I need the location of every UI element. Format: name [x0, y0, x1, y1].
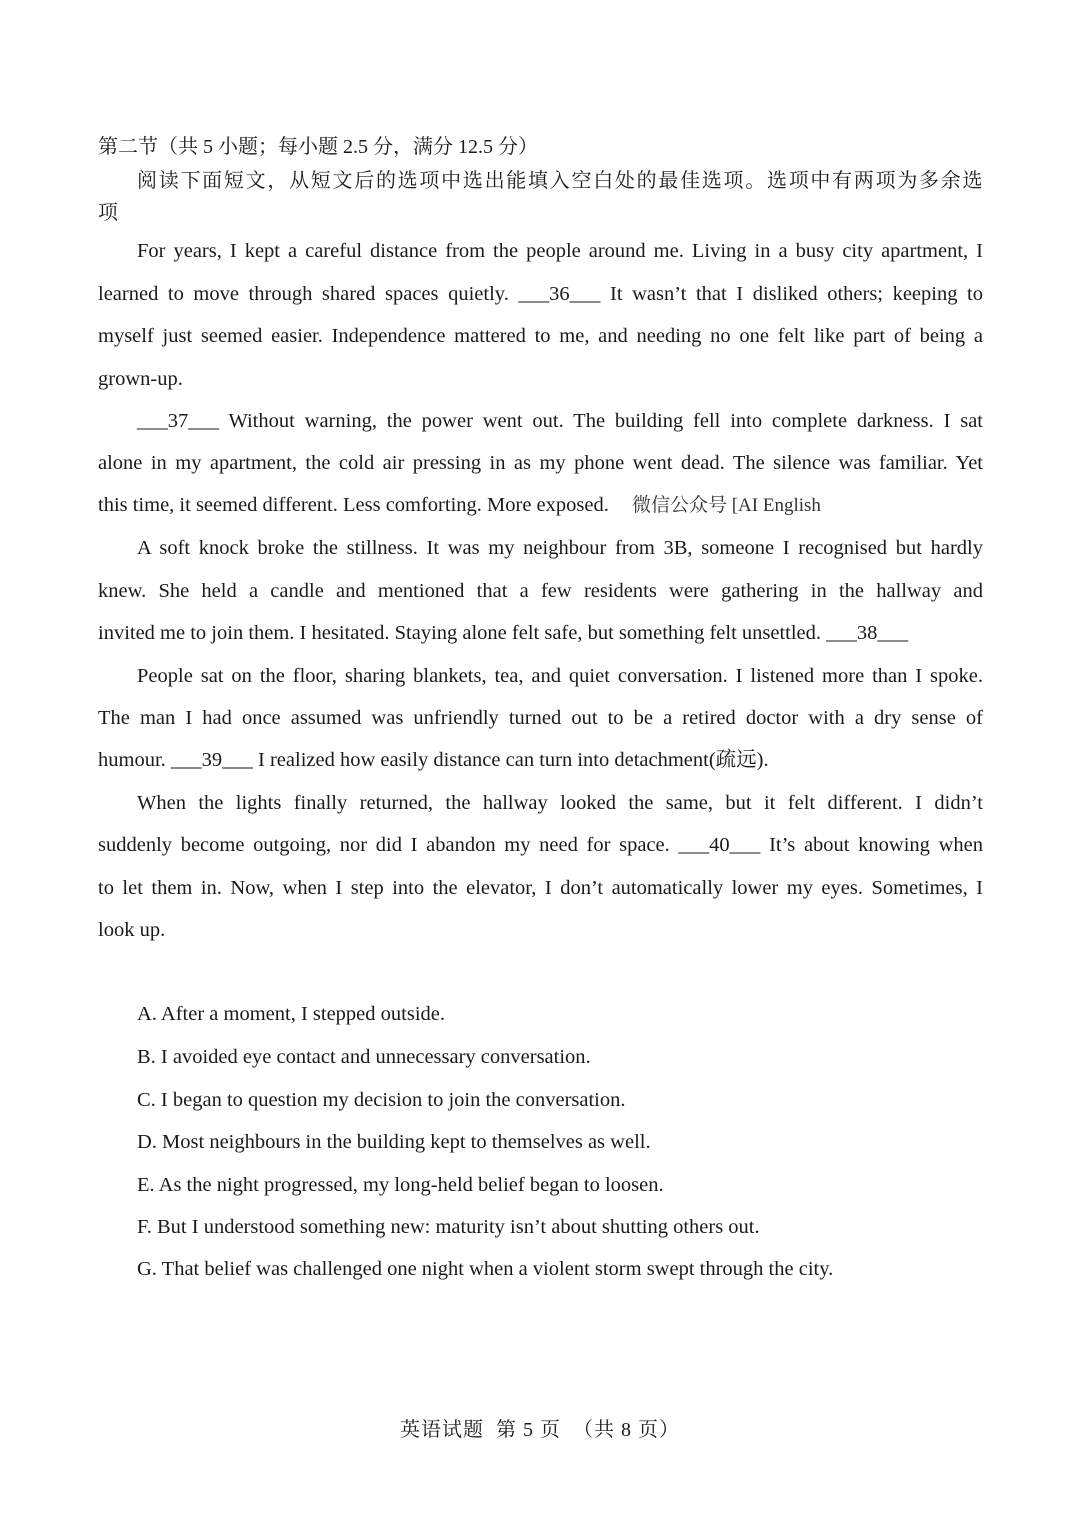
passage-line: ___37___ Without warning, the power went out. The building fell into complete darkness. I sat	[137, 410, 983, 432]
passage-line: People sat on the floor, sharing blankets, tea, and quiet conversation. I listened more than I spoke.	[137, 665, 983, 687]
footer-subject: 英语试题	[400, 1419, 484, 1441]
option-g: G. That belief was challenged one night when a violent storm swept through the city.	[137, 1258, 834, 1280]
watermark-text: 微信公众号 [AI English	[631, 495, 821, 516]
passage-line: alone in my apartment, the cold air pressing in as my phone went dead. The silence was familiar. Yet	[98, 452, 983, 474]
instruction-line-2: 项	[98, 202, 119, 224]
option-e: E. As the night progressed, my long-held belief began to loosen.	[137, 1174, 664, 1196]
passage-line: learned to move through shared spaces quietly. ___36___ It wasn’t that I disliked others; keeping to	[98, 283, 983, 305]
passage-line: look up.	[98, 919, 166, 941]
option-f: F. But I understood something new: maturity isn’t about shutting others out.	[137, 1216, 760, 1238]
passage-line: humour. ___39___ I realized how easily distance can turn into detachment(疏远).	[98, 749, 769, 771]
passage-line	[98, 490, 983, 521]
passage-line: For years, I kept a careful distance from the people around me. Living in a busy city apartment, I	[137, 240, 983, 262]
passage-line: suddenly become outgoing, nor did I abandon my need for space. ___40___ It’s about knowing when	[98, 834, 983, 856]
footer-page-number: 第 5 页	[496, 1419, 561, 1441]
passage-line: invited me to join them. I hesitated. Staying alone felt safe, but something felt unsettled. ___38___	[98, 622, 909, 644]
passage-line: myself just seemed easier. Independence mattered to me, and needing no one felt like part of being a	[98, 325, 983, 347]
option-b: B. I avoided eye contact and unnecessary conversation.	[137, 1046, 591, 1068]
passage-line: When the lights finally returned, the hallway looked the same, but it felt different. I didn’t	[137, 792, 983, 814]
instruction-line-1: 阅读下面短文，从短文后的选项中选出能填入空白处的最佳选项。选项中有两项为多余选	[137, 170, 983, 192]
option-a: A. After a moment, I stepped outside.	[137, 1003, 446, 1025]
passage-line: A soft knock broke the stillness. It was my neighbour from 3B, someone I recognised but hardly	[137, 537, 983, 559]
footer-total-pages: （共 8 页）	[573, 1419, 680, 1441]
passage-line: The man I had once assumed was unfriendly turned out to be a retired doctor with a dry sense of	[98, 707, 983, 729]
passage-line: grown-up.	[98, 368, 183, 390]
option-d: D. Most neighbours in the building kept to themselves as well.	[137, 1131, 651, 1153]
section-heading: 第二节（共 5 小题；每小题 2.5 分，满分 12.5 分）	[98, 136, 538, 158]
passage-line: to let them in. Now, when I step into the elevator, I don’t automatically lower my eyes. Sometimes, I	[98, 877, 983, 899]
option-c: C. I began to question my decision to join the conversation.	[137, 1089, 626, 1111]
passage-text: this time, it seemed different. Less comforting. More exposed.	[98, 494, 609, 516]
page-footer	[0, 1415, 1080, 1445]
passage-line: knew. She held a candle and mentioned that a few residents were gathering in the hallway and	[98, 580, 983, 602]
